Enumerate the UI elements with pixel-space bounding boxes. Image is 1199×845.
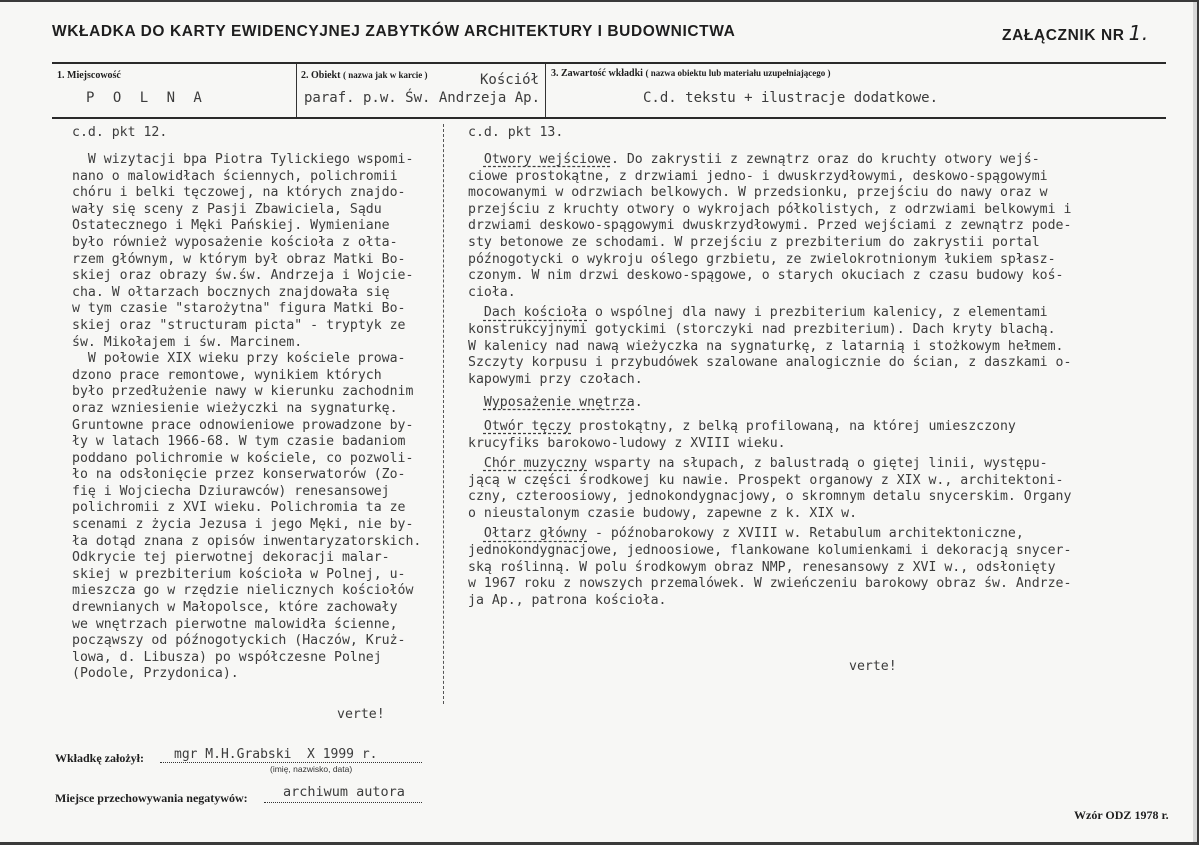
right-text-line: mocowanymi w odrzwiach belkowych. W przedsionku, przejściu do nawy oraz w (468, 185, 1048, 201)
right-text-line: kapowymi przy czołach. (468, 371, 643, 387)
left-text-line: było również wyposażenie kościoła z ołta- (72, 234, 398, 250)
section-title: Wyposażenie wnętrza (483, 395, 635, 411)
left-column-heading: c.d. pkt 12. (72, 125, 168, 140)
object-label-text: 2. Obiekt (301, 70, 341, 81)
right-text-line: jednokondygnacjowe, jednoosiowe, flankowane kolumienkami i dekoracją snycer- (468, 543, 1072, 559)
author-value: mgr M.H.Grabski X 1999 r. (174, 747, 378, 762)
right-text-line: drzwiami deskowo-spągowymi dwuskrzydłowymi. Przed wejściami z zewnątrz pode- (468, 218, 1072, 234)
section (468, 305, 1071, 388)
right-text-line: Dach kościoła o wspólnej dla nawy i prezbiterium kalenicy, z elementami (483, 305, 1048, 321)
left-text-line: cha. W ołtarzach bocznych znajdowała się (72, 284, 390, 300)
left-text-line: w tym czasie "starożytna" figura Matki Bo- (72, 301, 406, 317)
section-title: Chór muzyczny (483, 456, 588, 472)
left-text-line: ły w latach 1966-68. W tym czasie badaniom (72, 434, 406, 450)
object-label-note: ( nazwa jak w karcie ) (342, 70, 428, 80)
right-text-line: Otwór tęczy prostokątny, z belką profilowaną, na której umieszczony (483, 418, 1016, 434)
annex-label-text: ZAŁĄCZNIK NR (1002, 27, 1125, 44)
section-title: Ołtarz główny (483, 526, 588, 542)
field-divider-2 (545, 64, 546, 117)
section-title: Otwory wejściowe (483, 152, 611, 167)
left-text-line: drewnianych w Małopolsce, które zachowały (72, 600, 398, 616)
left-text-line: Odkrycie tej pierwotnej dekoracji malar- (72, 550, 390, 566)
right-text-line: Chór muzyczny wsparty na słupach, z balustradą o giętej linii, występu- (483, 456, 1048, 472)
object-label (301, 70, 428, 81)
left-text-line: nano o malowidłach ściennych, polichromii (72, 168, 398, 184)
document-title: WKŁADKA DO KARTY EWIDENCYJNEJ ZABYTKÓW ARCHITEKTURY I BUDOWNICTWA (52, 23, 736, 40)
right-text-line: o nieustalonym czasie budowy, zapewne z k. XIX w. (468, 505, 858, 521)
right-text-line: cioła. (468, 284, 516, 300)
left-text-line: skiej oraz "structuram picta" - tryptyk ze (72, 317, 406, 333)
left-text-line: we wnętrzach pierwotne malowidła ścienne, (72, 616, 398, 632)
right-text-line: jącą w części środkowej ku nawie. Prospekt organowy z XIX w., architektoni- (468, 472, 1064, 488)
section (468, 395, 1071, 412)
left-text-line: dzono prace remontowe, wynikiem których (72, 367, 382, 383)
left-text-line: było przedłużenie nawy w kierunku zachodnim (72, 384, 414, 400)
left-text-line: polichromii z XVI wieku. Polichromia ta ze (72, 500, 406, 516)
author-label: Wkładkę założył: (55, 751, 144, 765)
left-text-line: św. Mikołajem i św. Marcinem. (72, 334, 303, 350)
field-divider-1 (296, 64, 297, 117)
left-text-line: ło na odsłonięcie przez konserwatorów (Zo- (72, 467, 406, 483)
right-text-line: ja Ap., patrona kościoła. (468, 592, 667, 608)
section-title: Otwór tęczy (483, 418, 572, 434)
right-text-line: W kalenicy nad nawą wieżyczka na sygnaturkę, z latarnią i stożkowym hełmem. (468, 338, 1064, 354)
contents-label (551, 68, 830, 79)
inventory-card-insert (0, 2, 1197, 842)
section (468, 526, 1071, 609)
right-text-line: Szczyty korpusu i przybudówek szalowane analogicznie do ścian, z daszkami o- (468, 355, 1072, 371)
left-text-line: poddano polichromie w kościele, co pozwoli- (72, 450, 414, 466)
right-verte: verte! (849, 659, 897, 674)
left-text-line: Gruntowne prace odnowieniowe prowadzone by- (72, 417, 414, 433)
contents-label-note: ( nazwa obiektu lub materiału uzupełniającego ) (645, 68, 831, 78)
contents-label-text: 3. Zawartość wkładki (551, 68, 643, 79)
author-note: (imię, nazwisko, data) (270, 764, 353, 774)
header-top-rule (52, 62, 1166, 64)
left-text-line: ła dotąd znana z opisów inwentaryzatorskich. (72, 533, 422, 549)
right-text-line: Ołtarz główny - późnobarokowy z XVIII w. Retabulum architektoniczne, (483, 526, 1024, 542)
header-bottom-rule (52, 117, 1166, 119)
section (468, 456, 1071, 522)
left-verte: verte! (337, 707, 385, 722)
right-text-line: ską roślinną. W polu środkowym obraz NMP, renesansowy z XVI w., odsłonięty (468, 559, 1056, 575)
annex-number: 1. (1128, 21, 1149, 45)
left-text-line: W wizytacji bpa Piotra Tylickiego wspomi- (72, 152, 414, 167)
right-text-line: sty betonowe ze schodami. W przejściu z prezbiterium do zakrystii portal (468, 234, 1040, 250)
right-text-line: w 1967 roku z nowszych przemalówek. W zwieńczeniu barokowy obraz św. Andrze- (468, 576, 1072, 592)
section-title: Dach kościoła (483, 305, 588, 321)
left-text-line: W połowie XIX wieku przy kościele prowa- (72, 351, 406, 367)
right-column-body (468, 152, 1071, 609)
left-text-line: Ostatecznego i Męki Pańskiej. Wymieniane (72, 218, 390, 234)
right-column-heading: c.d. pkt 13. (468, 125, 564, 140)
section (468, 152, 1071, 301)
column-separator (443, 124, 444, 704)
left-column-body (72, 152, 421, 683)
left-text-line: (Podole, Przydonica). (72, 666, 239, 682)
right-text-line: konstrukcyjnymi gotyckimi (storczyki nad prezbiterium). Dach kryty blachą. (468, 321, 1056, 337)
left-text-line: fię i Wojciecha Dziurawców) renesansowej (72, 483, 390, 499)
form-model-label: Wzór ODZ 1978 r. (1074, 808, 1169, 822)
right-text-line: krucyfiks barokowo-ludowy z XVIII wieku. (468, 435, 786, 451)
section (468, 419, 1071, 452)
right-text-line: przejściu z kruchty otwory o wykrojach półkolistych, z odrzwiami belkowymi i (468, 201, 1072, 217)
object-value-line1: Kościół (480, 72, 540, 88)
negatives-label: Miejsce przechowywania negatywów: (55, 791, 248, 805)
left-text-line: skiej w prezbiterium kościoła w Polnej, u- (72, 566, 406, 582)
left-text-line: mieszcza go w rzędzie nielicznych kościołów (72, 583, 414, 599)
left-text-line: scenami z życia Jezusa i jego Męki, nie by- (72, 517, 414, 533)
left-text-line: skiej oraz obrazy św.św. Andrzeja i Wojcie- (72, 268, 414, 284)
right-text-line: czny, czteroosiowy, jednokondygnacjowy, o skromnym detalu snycerskim. Organy (468, 489, 1072, 505)
contents-value: C.d. tekstu + ilustracje dodatkowe. (643, 90, 939, 106)
right-text-line: Wyposażenie wnętrza. (483, 395, 643, 411)
left-text-line: oraz wzniesienie wieżyczki na sygnaturkę. (72, 400, 398, 416)
left-text-line: chóru i belki tęczowej, na których znajdo- (72, 185, 406, 201)
locality-label: 1. Miejscowość (57, 70, 121, 81)
right-text-line: czonym. W nim drzwi deskowo-spągowe, o starych okuciach z czasu budowy koś- (468, 268, 1064, 284)
left-text-line: lowa, d. Libusza) po współczesne Polnej (72, 649, 382, 665)
right-text-line: Otwory wejściowe. Do zakrystii z zewnątrz oraz do kruchty otwory wejś- (483, 152, 1040, 167)
left-text-line: rzem głównym, w którym był obraz Matki Bo- (72, 251, 406, 267)
negatives-value: archiwum autora (283, 784, 405, 800)
object-value-line2: paraf. p.w. Św. Andrzeja Ap. (304, 90, 541, 106)
left-text-line: wały się sceny z Pasji Zbawiciela, Sądu (72, 201, 382, 217)
right-text-line: późnogotycki o wykroju oślego grzbietu, ze zwielokrotnionym łukiem spłasz- (468, 251, 1056, 267)
locality-value: P O L N A (86, 90, 207, 106)
annex-label (1002, 21, 1149, 45)
left-text-line: począwszy od późnogotyckich (Haczów, Kruż- (72, 633, 406, 649)
right-text-line: ciowe prostokątne, z drzwiami jedno- i dwuskrzydłowymi, deskowo-spągowymi (468, 168, 1048, 184)
